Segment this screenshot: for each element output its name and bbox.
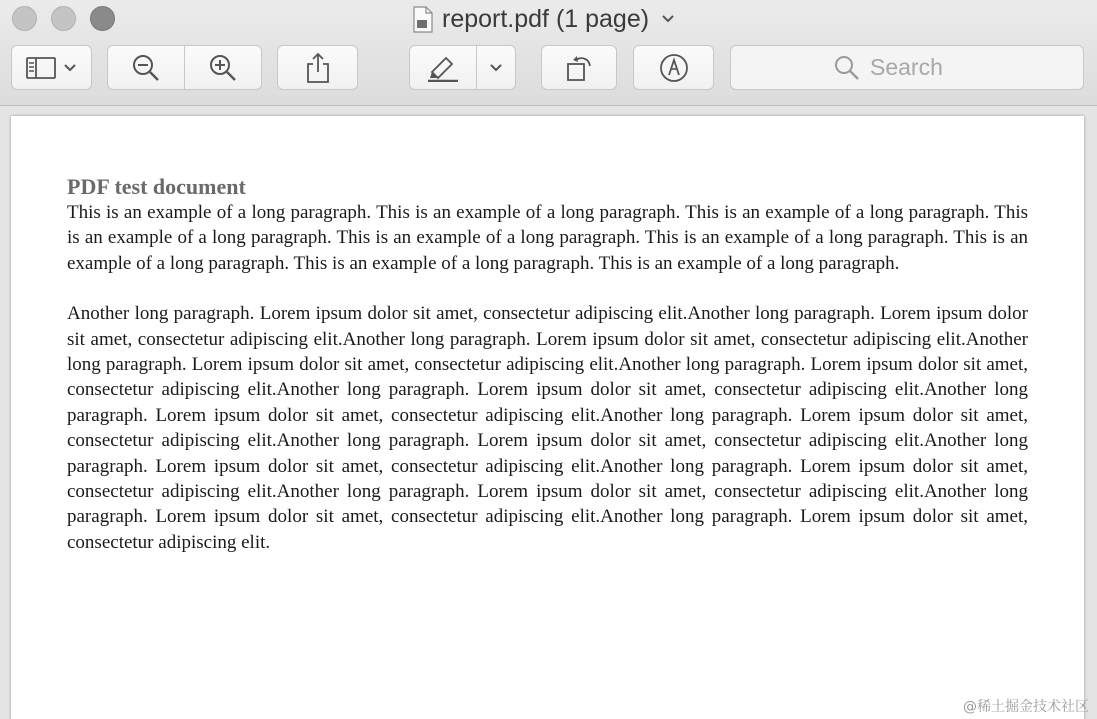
search-input[interactable]: [870, 54, 980, 81]
chevron-down-icon: [62, 62, 78, 74]
search-icon: [834, 55, 860, 81]
window-controls: [12, 6, 115, 31]
share-button[interactable]: [277, 45, 358, 90]
paragraph-2: Another long paragraph. Lorem ipsum dolor sit amet, consectetur adipiscing elit.Another long paragraph. Lorem ipsum dolor sit amet, consectetur adipiscing elit.Another long paragraph. Lorem ipsum dolor sit amet, consectetur adipiscing elit.Another long paragraph. Lorem ipsum dolor sit amet, consectetur adipiscing elit.Another long paragraph. Lorem ipsum dolor sit amet, consectetur adipiscing elit.Another long paragraph. Lorem ipsum dolor sit amet, consectetur adipiscing elit.Another long paragraph. Lorem ipsum dolor sit amet, consectetur adipiscing elit.Another long paragraph. Lorem ipsum dolor sit amet, consectetur adipiscing elit.Another long paragraph. Lorem ipsum dolor sit amet, consectetur adipiscing elit.Another long paragraph. Lorem ipsum dolor sit amet, consectetur adipiscing elit.Another long paragraph. Lorem ipsum dolor sit amet, consectetur adipiscing elit.Another long paragraph. Lorem ipsum dolor sit amet, consectetur adipiscing elit.Another long paragraph. Lorem ipsum dolor sit amet, consectetur adipiscing elit.Another long paragraph. Lorem ipsum dolor sit amet, consectetur adipiscing elit.: [67, 303, 1028, 553]
zoom-out-icon: [131, 53, 161, 83]
sidebar-icon: [26, 56, 56, 80]
pdf-page: [11, 116, 1084, 719]
document-title: PDF test document: [67, 174, 246, 199]
rotate-icon: [564, 53, 594, 83]
close-window-button[interactable]: [12, 6, 37, 31]
highlight-pen-icon: [426, 54, 460, 82]
window-title-menu[interactable]: [412, 3, 675, 35]
minimize-window-button[interactable]: [51, 6, 76, 31]
chevron-down-icon: [488, 62, 504, 74]
zoom-window-button[interactable]: [90, 6, 115, 31]
highlight-button-group: [409, 45, 516, 90]
highlight-options-button[interactable]: [477, 62, 515, 74]
watermark: @稀土掘金技术社区: [963, 699, 1089, 715]
markup-button[interactable]: [633, 45, 714, 90]
zoom-in-button[interactable]: [185, 53, 261, 83]
window-title: report.pdf (1 page): [442, 4, 650, 33]
share-icon: [305, 52, 331, 84]
zoom-out-button[interactable]: [108, 53, 184, 83]
zoom-in-icon: [208, 53, 238, 83]
markup-pen-icon: [659, 53, 689, 83]
document-viewer[interactable]: [0, 106, 1097, 719]
search-field[interactable]: [730, 45, 1084, 90]
paragraph-1: This is an example of a long paragraph. This is an example of a long paragraph. This is an example of a long paragraph. This is an example of a long paragraph. This is an example of a long paragraph. This is an example of a long paragraph. This is an example of a long paragraph. This is an example of a long paragraph. This is an example of a long paragraph.: [67, 202, 1028, 274]
zoom-button-group: [107, 45, 262, 90]
document-icon: [412, 6, 434, 33]
sidebar-toggle-button[interactable]: [11, 45, 92, 90]
highlight-button[interactable]: [410, 54, 476, 82]
chevron-down-icon: [661, 14, 675, 24]
title-bar: [0, 0, 1097, 106]
rotate-button[interactable]: [541, 45, 617, 90]
